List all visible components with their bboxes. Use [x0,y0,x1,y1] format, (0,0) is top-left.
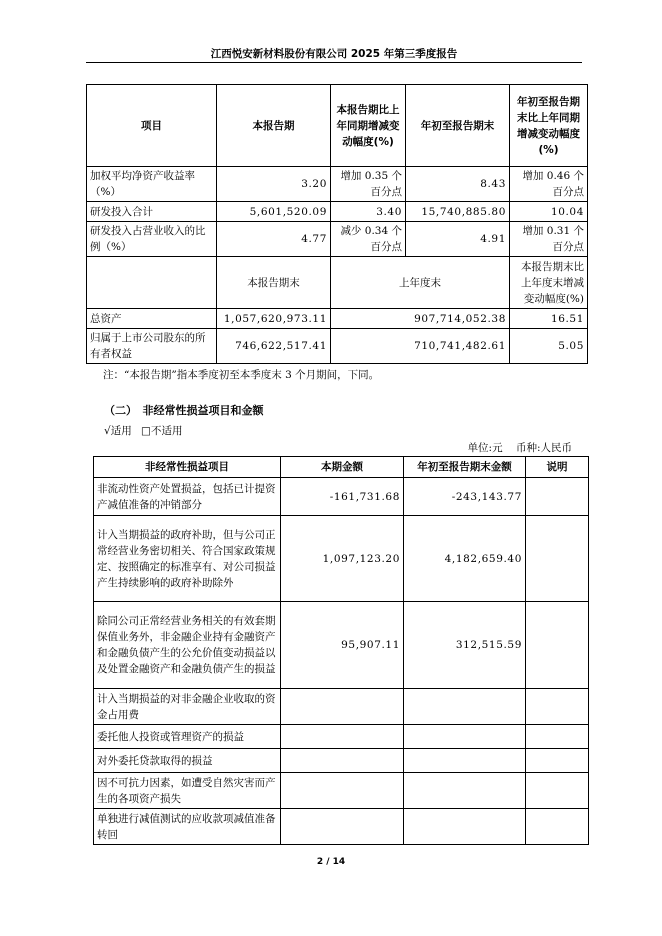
table-subheader-row [87,257,588,309]
cell-ytd-amount: -243,143.77 [404,478,526,516]
table-row [94,516,589,602]
applicability-options [104,423,188,438]
table-row [94,689,589,725]
table-row [94,725,589,749]
row-item-label: 归属于上市公司股东的所有者权益 [87,329,217,364]
table-row [94,809,589,845]
cell-ytd: 15,740,885.80 [406,202,510,222]
column-header-ytd-change: 年初至报告期末比上年同期增减变动幅度(%) [510,85,588,167]
non-recurring-gains-table [93,456,589,845]
cell-note [526,689,589,725]
table-row [87,167,588,202]
table-row [87,202,588,222]
cell-ytd-change: 增加 0.46 个百分点 [510,167,588,202]
table-note: 注：“本报告期”指本季度初至本季度末 3 个月期间，下同。 [103,369,380,381]
table-header-row [94,457,589,478]
empty-cell [87,257,217,309]
header-divider [86,62,582,63]
subheader-end-of-last-year: 上年度末 [331,257,510,309]
cell-ytd-amount [404,809,526,845]
cell-ytd-amount: 4,182,659.40 [404,516,526,602]
cell-end-of-period: 746,622,517.41 [217,329,331,364]
cell-note [526,602,589,689]
row-item-label: 研发投入合计 [87,202,217,222]
applicable-checkbox: √适用 [104,425,132,437]
column-header-amount: 本期金额 [281,457,404,478]
cell-ytd: 4.91 [406,222,510,257]
cell-end-of-period: 1,057,620,973.11 [217,309,331,329]
cell-note [526,516,589,602]
cell-amount [281,809,404,845]
section-title: （二） 非经常性损益项目和金额 [104,404,264,417]
table-row [87,329,588,364]
cell-ytd-amount [404,689,526,725]
row-item-label: 研发投入占营业收入的比例（%） [87,222,217,257]
cell-amount [281,773,404,809]
row-item-label: 因不可抗力因素，如遭受自然灾害而产生的各项资产损失 [94,773,281,809]
column-header-item: 项目 [87,85,217,167]
key-financial-indicators-table [86,84,588,364]
cell-ytd-amount: 312,515.59 [404,602,526,689]
subheader-change: 本报告期末比上年度末增减变动幅度(%) [510,257,588,309]
table-row [94,478,589,516]
table-row [94,773,589,809]
row-item-label: 单独进行减值测试的应收款项减值准备转回 [94,809,281,845]
table-row [94,602,589,689]
cell-ytd-change: 增加 0.31 个百分点 [510,222,588,257]
table-row [87,222,588,257]
cell-yoy-change: 减少 0.34 个百分点 [331,222,406,257]
cell-note [526,749,589,773]
cell-amount: 95,907.11 [281,602,404,689]
row-item-label: 委托他人投资或管理资产的损益 [94,725,281,749]
cell-ytd-amount [404,749,526,773]
cell-ytd-amount [404,773,526,809]
column-header-ytd-amount: 年初至报告期末金额 [404,457,526,478]
column-header-yoy-change: 本报告期比上年同期增减变动幅度(%) [331,85,406,167]
cell-change: 5.05 [510,329,588,364]
cell-note [526,725,589,749]
row-item-label: 加权平均净资产收益率（%） [87,167,217,202]
cell-yoy-change: 3.40 [331,202,406,222]
column-header-note: 说明 [526,457,589,478]
table-header-row [87,85,588,167]
row-item-label: 计入当期损益的政府补助，但与公司正常经营业务密切相关、符合国家政策规定、按照确定的标准享有、对公司损益产生持续影响的政府补助除外 [94,516,281,602]
column-header-current-period: 本报告期 [217,85,331,167]
cell-end-of-last-year: 907,714,052.38 [331,309,510,329]
table-row [94,749,589,773]
cell-amount [281,725,404,749]
page-header-title: 江西悦安新材料股份有限公司 2025 年第三季度报告 [210,48,458,60]
cell-yoy-change: 增加 0.35 个百分点 [331,167,406,202]
cell-current: 4.77 [217,222,331,257]
cell-ytd: 8.43 [406,167,510,202]
unit-label: 单位:元 [467,442,503,454]
row-item-label: 计入当期损益的对非金融企业收取的资金占用费 [94,689,281,725]
table-row [87,309,588,329]
cell-ytd-amount [404,725,526,749]
cell-note [526,478,589,516]
cell-amount [281,749,404,773]
currency-label: 币种:人民币 [515,442,572,454]
cell-amount [281,689,404,725]
column-header-item: 非经常性损益项目 [94,457,281,478]
cell-amount: 1,097,123.20 [281,516,404,602]
row-item-label: 非流动性资产处置损益，包括已计提资产减值准备的冲销部分 [94,478,281,516]
column-header-ytd: 年初至报告期末 [406,85,510,167]
subheader-end-of-period: 本报告期末 [217,257,331,309]
cell-ytd-change: 10.04 [510,202,588,222]
cell-amount: -161,731.68 [281,478,404,516]
cell-current: 3.20 [217,167,331,202]
cell-current: 5,601,520.09 [217,202,331,222]
cell-change: 16.51 [510,309,588,329]
not-applicable-checkbox: □不适用 [141,425,183,437]
cell-end-of-last-year: 710,741,482.61 [331,329,510,364]
unit-currency-line [458,440,572,455]
cell-note [526,809,589,845]
row-item-label: 对外委托贷款取得的损益 [94,749,281,773]
row-item-label: 总资产 [87,309,217,329]
cell-note [526,773,589,809]
row-item-label: 除同公司正常经营业务相关的有效套期保值业务外，非金融企业持有金融资产和金融负债产生的公允价值变动损益以及处置金融资产和金融负债产生的损益 [94,602,281,689]
page-number: 2 / 14 [316,857,346,867]
